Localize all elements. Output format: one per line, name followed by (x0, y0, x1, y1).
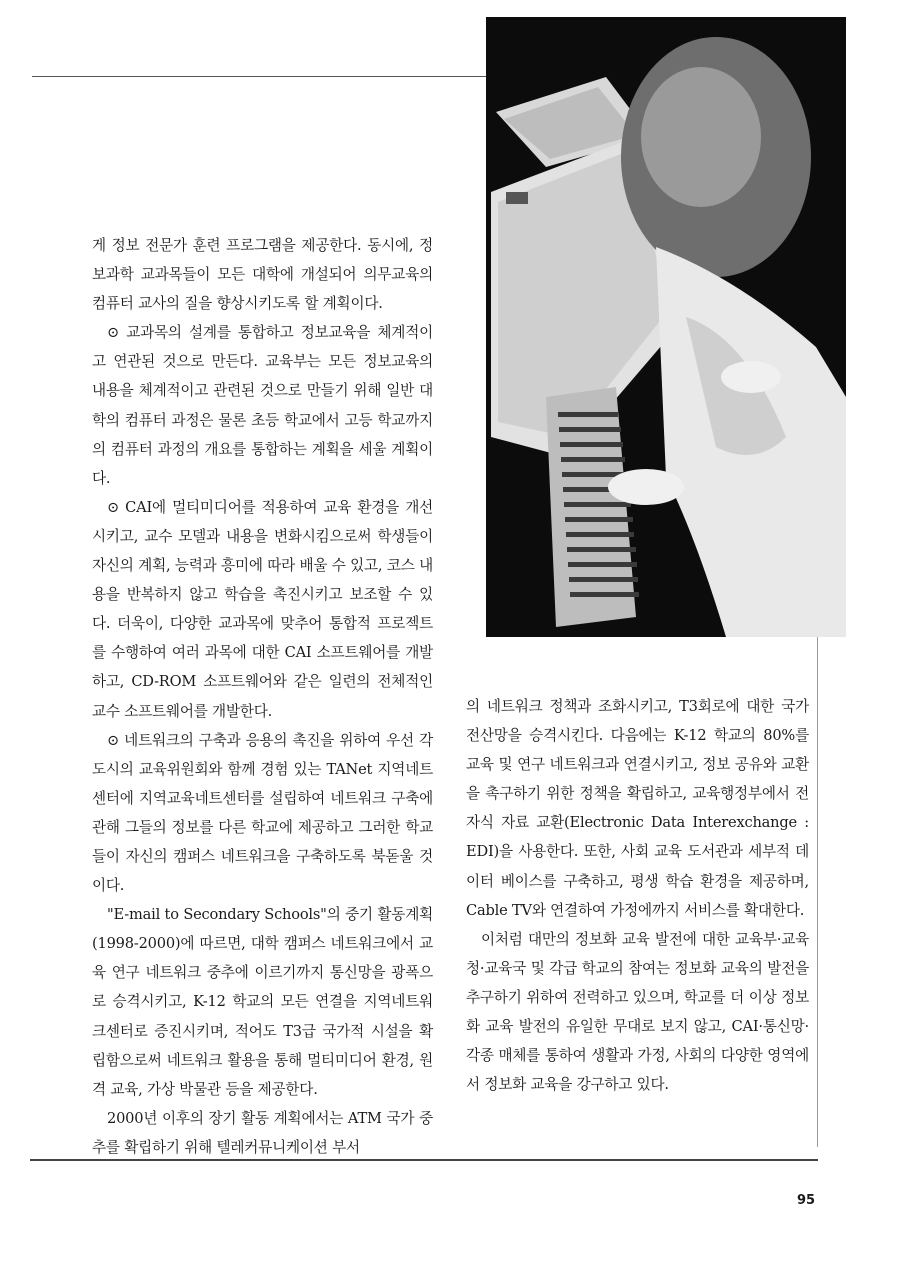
page-number: 95 (797, 1193, 816, 1208)
top-rule (32, 76, 487, 77)
paragraph: ⊙ 네트워크의 구축과 응용의 촉진을 위하여 우선 각 도시의 교육위원회와 함께 경험 있는 TANet 지역네트센터에 지역교육네트센터를 설립하여 네트워크 구축에 관해 그들의 정보를 다른 학교에 제공하고 그러한 학교들이 자신의 캠퍼스 네트워크을 구축하도록 북돋울 것이다. (92, 731, 433, 895)
photo-person-at-computer-keyboard-icon (486, 17, 846, 637)
bottom-rule (30, 1159, 818, 1161)
paragraph: 의 네트워크 정책과 조화시키고, T3회로에 대한 국가 전산망을 승격시킨다. 다음에는 K-12 학교의 80%를 교육 및 연구 네트워크과 연결시키고, 정보 공유와 교환을 촉구하기 위한 정책을 확립하고, 교육행정부에서 전자식 자료 교환(Electronic Data Interexchange : EDI)을 사용한다. 또한, 사회 교육 도서관과 세부적 데이터 베이스를 구축하고, 평생 학습 환경을 제공하며, Cable TV와 연결하여 가정에까지 서비스를 확대한다. (466, 698, 809, 919)
article-photo (486, 17, 846, 637)
paragraph: ⊙ 교과목의 설계를 통합하고 정보교육을 체계적이고 연관된 것으로 만든다. 교육부는 모든 정보교육의 내용을 체계적이고 관련된 것으로 만들기 위해 일반 대학의 컴퓨터 과정은 물론 초등 학교에서 고등 학교까지의 컴퓨터 과정의 개요를 통합하는 계획을 세울 계획이다. (92, 324, 433, 487)
left-column (92, 231, 433, 1162)
paragraph: ⊙ CAI에 멀티미디어를 적용하여 교육 환경을 개선시키고, 교수 모델과 내용을 변화시킴으로써 학생들이 자신의 계획, 능력과 흥미에 따라 배울 수 있고, 코스 내용을 반복하지 않고 학습을 촉진시키고 보조할 수 있다. 더욱이, 다양한 교과목에 맞추어 통합적 프로젝트를 수행하여 여러 과목에 대한 CAI 소프트웨어를 개발하고, CD-ROM 소프트웨어와 같은 일련의 전체적인 교수 소프트웨어를 개발한다. (92, 498, 433, 720)
paragraph: 게 정보 전문가 훈련 프로그램을 제공한다. 동시에, 정보과학 교과목들이 모든 대학에 개설되어 의무교육의 컴퓨터 교사의 질을 향상시키도록 할 계획이다. (92, 237, 433, 313)
right-column (466, 692, 809, 1099)
paragraph: 2000년 이후의 장기 활동 계획에서는 ATM 국가 중추를 확립하기 위해 텔레커뮤니케이션 부서 (92, 1109, 433, 1156)
column-divider (817, 637, 818, 1147)
paragraph: 이처럼 대만의 정보화 교육 발전에 대한 교육부·교육청·교육국 및 각급 학교의 참여는 정보화 교육의 발전을 추구하기 위하여 전력하고 있으며, 학교를 더 이상 정보화 교육 발전의 유일한 무대로 보지 않고, CAI·통신망·각종 매체를 통하여 생활과 가정, 사회의 다양한 영역에서 정보화 교육을 강구하고 있다. (466, 930, 809, 1094)
paragraph: "E-mail to Secondary Schools"의 중기 활동계획(1998-2000)에 따르면, 대학 캠퍼스 네트워크에서 교육 연구 네트워크 중추에 이르기까지 통신망을 광폭으로 승격시키고, K-12 학교의 모든 연결을 지역네트워크센터로 증진시키며, 적어도 T3급 국가적 시설을 확립함으로써 네트워크 활용을 통해 멀티미디어 환경, 원격 교육, 가상 박물관 등을 제공한다. (92, 906, 433, 1098)
